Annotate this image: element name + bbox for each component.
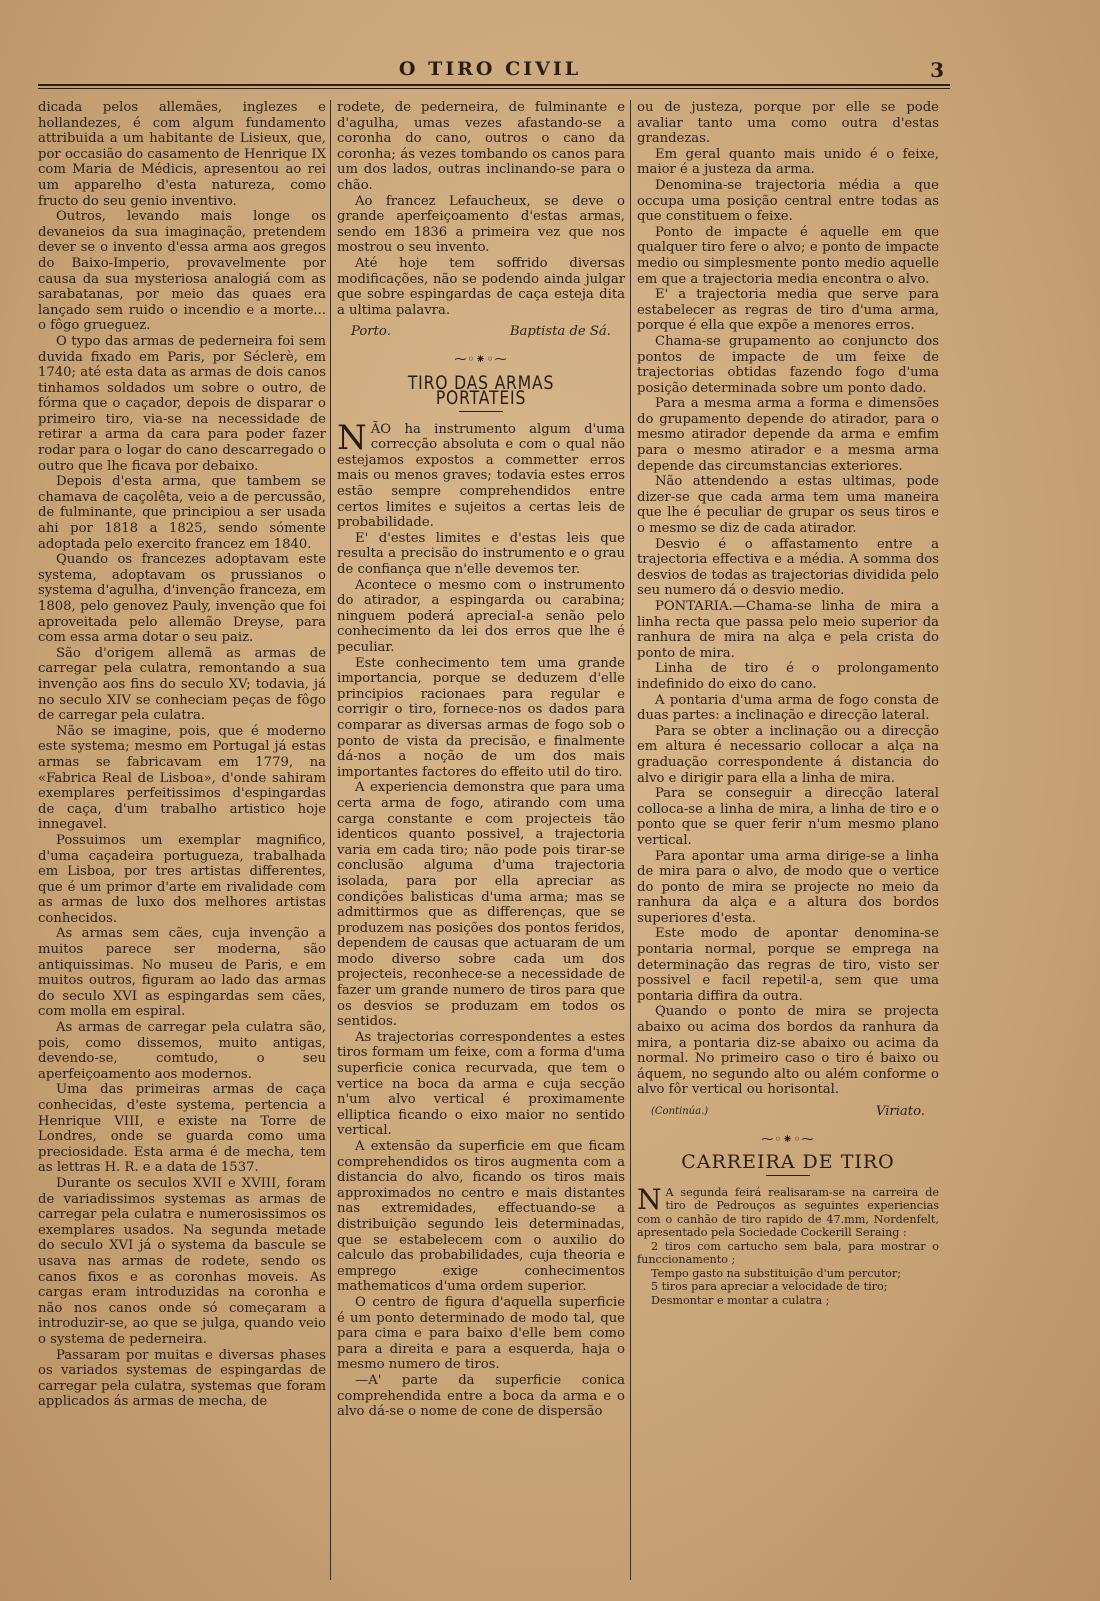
title-rule (459, 411, 503, 412)
paragraph: Em geral quanto mais unido é o feixe, maior é a justeza da arma. (637, 146, 939, 178)
list-item: Tempo gasto na substituição d'um percutor; (651, 1266, 902, 1280)
paragraph: A extensão da superficie em que ficam comprehendidos os tiros augmenta com a distancia do alvo, ficando os tiros mais approximados no centro e mais distantes nas extremidades, effectuando-se a distribuição segundo leis determinadas, que se estabelecem com o auxilio do calculo das probabilidades, cuja theoria e emprego exige conhecimentos mathematicos d'uma ordem superior. (337, 1139, 625, 1295)
ornament-divider: ⁓◦⁕◦⁓ (761, 1131, 815, 1146)
paragraph: ou de justeza, porque por elle se pode avaliar tanto uma como outra d'estas grandezas. (637, 100, 939, 147)
paragraph: Possuimos um exemplar magnifico, d'uma caçadeira portugueza, trabalhada em Lisboa, por tres artistas differentes, que é um primor d'arte em rivalidade com as armas de luxo dos melhores artistas conhecidos. (38, 832, 326, 926)
paragraph: Durante os seculos XVII e XVIII, foram de variadissimos systemas as armas de carregar pela culatra e numerosissimos os exemplares usados. Na segunda metade do seculo XVI já o systema da bascule se usava nas armas de rodete, sendo os canos fixos e as coronhas moveis. As cargas eram introduzidas na coronha e não nos canos onde só começaram a introduzir-se, ao que se julga, quando veio o systema de pederneira. (38, 1175, 326, 1347)
header-rule-thin (38, 88, 950, 89)
paragraph: Quando o ponto de mira se projecta abaixo ou acima dos bordos da ranhura da mira, a pontaria diz-se abaixo ou acima da normal. No primeiro caso o tiro é baixo ou áquem, no segundo alto ou além conforme o alvo fôr vertical ou horisontal. (637, 1004, 939, 1098)
section-title: TIRO DAS ARMAS PORTATEIS (407, 371, 555, 410)
masthead: O TIRO CIVIL (398, 58, 582, 80)
paragraph: Não se imagine, pois, que é moderno este systema; mesmo em Portugal já estas armas se fabricavam em 1779, na «Fabrica Real de Lisboa», d'onde sahiram exemplares perfeitissimos d'espingardas de caça, d'um trabalho artistico hoje innegavel. (38, 723, 326, 833)
paragraph: O typo das armas de pederneira foi sem duvida fixado em Paris, por Séclerè, em 1740; até esta data as armas de dois canos tinhamos soldados um sobre o outro, de fórma que o caçador, depois de disparar o primeiro tiro, via-se na necessidade de retirar a arma da cara para poder fazer rodar para o logar do cano descarregado o outro que lhe ficava por debaixo. (38, 333, 326, 474)
newspaper-page (30, 56, 950, 1576)
small-print-block (637, 1182, 939, 1308)
paragraph: Ao francez Lefaucheux, se deve o grande aperfeiçoamento d'estas armas, sendo em 1836 a primeira vez que nos mostrou o seu invento. (337, 193, 625, 256)
paragraph: Acontece o mesmo com o instrumento do atirador, a espingarda ou carabina; ninguem poderá apreciaI-a senão pelo conhecimento da lei dos erros que lhe é peculiar. (337, 577, 625, 655)
page-header (30, 56, 950, 92)
paragraph: —A' parte da superficie conica comprehendida entre a boca da arma e o alvo dá-se o nome de cone de dispersão (337, 1372, 625, 1420)
drop-cap: N (637, 1182, 662, 1216)
paragraph: Depois d'esta arma, que tambem se chamava de caçolêta, veio a de percussão, de fulminante, que principiou a ser usada ahi por 1818 a 1825, sendo sómente adoptada pelo exercito francez em 1840. (38, 474, 326, 552)
paragraph: E' d'estes limites e d'estas leis que resulta a precisão do instrumento e o grau de confiança que n'elle devemos ter. (337, 530, 625, 578)
paragraph: São d'origem allemã as armas de carregar pela culatra, remontando a sua invenção aos fins do seculo XV; todavia, já no seculo XIV se conheciam peças de fôgo de carregar pela culatra. (38, 645, 326, 724)
paragraph: Para se obter a inclinação ou a direcção em altura é necessario collocar a alça na graduação correspondente á distancia do alvo e dirigir para ella a linha de mira. (637, 723, 939, 786)
paragraph: Denomina-se trajectoria média a que occupa uma posição central entre todas as que constituem o feixe. (637, 177, 939, 225)
paragraph: PONTARIA.—Chama-se linha de mira a linha recta que passa pelo meio superior da ranhura de mira na alça e pela crista do ponto de mira. (637, 599, 939, 661)
paragraph: Para a mesma arma a forma e dimensões do grupamento depende do atirador, para o mesmo atirador depende da arma e emfim para o mesmo atirador e a mesma arma depende das circumstancias exteriores. (637, 396, 939, 474)
title-rule (766, 1175, 810, 1176)
paragraph: E' a trajectoria media que serve para estabelecer as regras de tiro d'uma arma, porque é ella que expõe a menores erros. (637, 287, 939, 334)
paragraph: Para se conseguir a direcção lateral colloca-se a linha de mira, a linha de tiro e o ponto que se quer ferir n'um mesmo plano vertical. (637, 786, 939, 848)
list-item: 5 tiros para apreciar a velocidade de tiro; (651, 1280, 888, 1294)
column-divider (630, 100, 631, 1580)
signature-name: Viriato. (875, 1104, 925, 1119)
paragraph: Linha de tiro é o prolongamento indefinido do eixo do cano. (637, 661, 939, 692)
first-paragraph-text: ÃO ha instrumento algum d'uma correcção absoluta e com o qual não estejamos expostos a commetter erros mais ou menos graves; todavia estes erros estão sempre comprehendidos entre certos limites e sujeitos a certas leis de probabilidade. (337, 421, 625, 531)
paragraph: As armas sem cães, cuja invenção a muitos parece ser moderna, são antiquissimas. No museu de Paris, e em muitos outros, figuram ao lado das armas do seculo XVI as espingardas sem cães, com molla em espiral. (38, 926, 326, 1020)
signature-place: Porto. (351, 324, 391, 340)
article-signature (351, 324, 611, 340)
paragraph: Chama-se grupamento ao conjuncto dos pontos de impacte de um feixe de trajectorias obtidas fazendo fogo d'uma posição determinada sobre um ponto dado. (637, 333, 939, 396)
paragraph: O centro de figura d'aquella superficie é um ponto determinado de modo tal, que para cima e para baixo d'elle bem como para a direita e para a esquerda, haja o mesmo numero de tiros. (337, 1294, 625, 1373)
paragraph: Ponto de impacte é aquelle em que qualquer tiro fere o alvo; e ponto de impacte medio ou simplesmente ponto medio aquelle em que a trajectoria media encontra o alvo. (637, 224, 939, 287)
column-2 (337, 100, 625, 1420)
column-1 (38, 100, 326, 1410)
list-item: 2 tiros com cartucho sem bala, para mostrar o funccionamento ; (637, 1239, 939, 1267)
signature-name: Baptista de Sá. (509, 324, 611, 340)
paragraph: dicada pelos allemães, inglezes e hollandezes, é com algum fundamento attribuida a um habitante de Lisieux, que, por occasião do casamento de Henrique IX com Maria de Médicis, apresentou ao rei um apparelho d'esta natureza, como fructo do seu genio inventivo. (38, 100, 326, 209)
paragraph (337, 417, 625, 531)
paragraph: A experiencia demonstra que para uma certa arma de fogo, atirando com uma carga constante e com projecteis tão identicos quanto possivel, a trajectoria varia em cada tiro; não pode pois tirar-se conclusão alguma d'uma trajectoria isolada, para por ella apreciar as condições balisticas d'uma arma; mas se admittirmos que as differenças, que se produzem nas posições dos pontos feridos, dependem de causas que actuaram de um modo diverso sobre cada um dos projecteis, reconhece-se a necessidade de fazer um grande numero de tiros para que os desvios se produzam em todos os sentidos. (337, 780, 625, 1030)
ornament-divider: ⁓◦⁕◦⁓ (454, 351, 508, 366)
page-number: 3 (930, 58, 944, 82)
column-3 (637, 100, 939, 1307)
paragraph: Este modo de apontar denomina-se pontaria normal, porque se emprega na determinação das regras de tiro, visto ser possivel e facil repetil-a, sem que uma pontaria diffira da outra. (637, 926, 939, 1004)
header-rule (38, 84, 950, 86)
continua-note: (Continúa.) (651, 1106, 709, 1117)
paragraph: Até hoje tem soffrido diversas modificações, não se podendo ainda julgar que sobre espingardas de caça esteja dita a ultima palavra. (337, 255, 625, 318)
paragraph (637, 1182, 939, 1240)
paragraph: As trajectorias correspondentes a estes tiros formam um feixe, com a forma d'uma superficie conica recurvada, que tem o vertice na boca da arma e cuja secção n'um alvo vertical é proximamente elliptica ficando o eixo maior no sentido vertical. (337, 1029, 625, 1139)
paragraph: Uma das primeiras armas de caça conhecidas, d'este systema, pertencia a Henrique VIII, e existe na Torre de Londres, onde se guarda como uma preciosidade. Esta arma é de mecha, tem as lettras H. R. e a data de 1537. (38, 1082, 326, 1176)
paragraph: Não attendendo a estas ultimas, pode dizer-se que cada arma tem uma maneira que lhe é peculiar de grupar os seus tiros e o mesmo se diz de cada atirador. (637, 474, 939, 537)
paragraph: As armas de carregar pela culatra são, pois, como dissemos, muito antigas, devendo-se, comtudo, o seu aperfeiçoamento aos modernos. (38, 1020, 326, 1082)
drop-cap: N (337, 417, 367, 458)
column-divider (330, 100, 331, 1580)
paragraph: Passaram por muitas e diversas phases os variados systemas de espingardas de carregar pela culatra, systemas que foram applicados ás armas de mecha, de (38, 1347, 326, 1410)
first-paragraph-text: A segunda feirá realisaram-se na carreira de tiro de Pedrouços as seguintes experiencias com o canhão de tiro rapido de 47.mm, Nordenfelt, apresentado pela Sociedade Cockerill Seraing : (637, 1185, 939, 1240)
paragraph: A pontaria d'uma arma de fogo consta de duas partes: a inclinação e direcção lateral. (637, 692, 939, 724)
paragraph: rodete, de pederneira, de fulminante e d'agulha, umas vezes afastando-se a coronha do cano, outros o cano da coronha; ás vezes tombando os canos para um dos lados, outras inclinando-se para o chão. (337, 100, 625, 193)
paragraph: Outros, levando mais longe os devaneios da sua imaginação, pretendem dever se o invento d'essa arma aos gregos do Baixo-Imperio, provavelmente por causa da sua mysteriosa analogiá com as sarabatanas, por meio das quaes era lançado sem ruido o incendio e a morte... o fôgo grueguez. (38, 209, 326, 334)
paragraph: Desvio é o affastamento entre a trajectoria effectiva e a média. A somma dos desvios de todas as trajectorias dividida pelo seu numero dá o desvio medio. (637, 536, 939, 599)
list-item: Desmontar e montar a culatra ; (651, 1293, 830, 1307)
paragraph: Este conhecimento tem uma grande importancia, porque se deduzem d'elle principios racionaes para regular e corrigir o tiro, fornece-nos os dados para comparar as diversas armas de fogo sob o ponto de vista da precisão, e finalmente dá-nos a noção de um dos mais importantes factores do effeito util do tiro. (337, 655, 625, 780)
section-title: CARREIRA DE TIRO (681, 1151, 895, 1174)
paragraph: Quando os francezes adoptavam este systema, adoptavam os prussianos o systema d'agulha, d'invenção franceza, em 1808, pelo genovez Pauly, invenção que foi aproveitada pelo allemão Dreyse, para com essa arma dotar o seu paiz. (38, 552, 326, 646)
paragraph: Para apontar uma arma dirige-se a linha de mira para o alvo, de modo que o vertice do ponto de mira se projecte no meio da ranhura da alça e a altura dos bordos superiores d'esta. (637, 848, 939, 926)
article-signature (651, 1104, 925, 1120)
